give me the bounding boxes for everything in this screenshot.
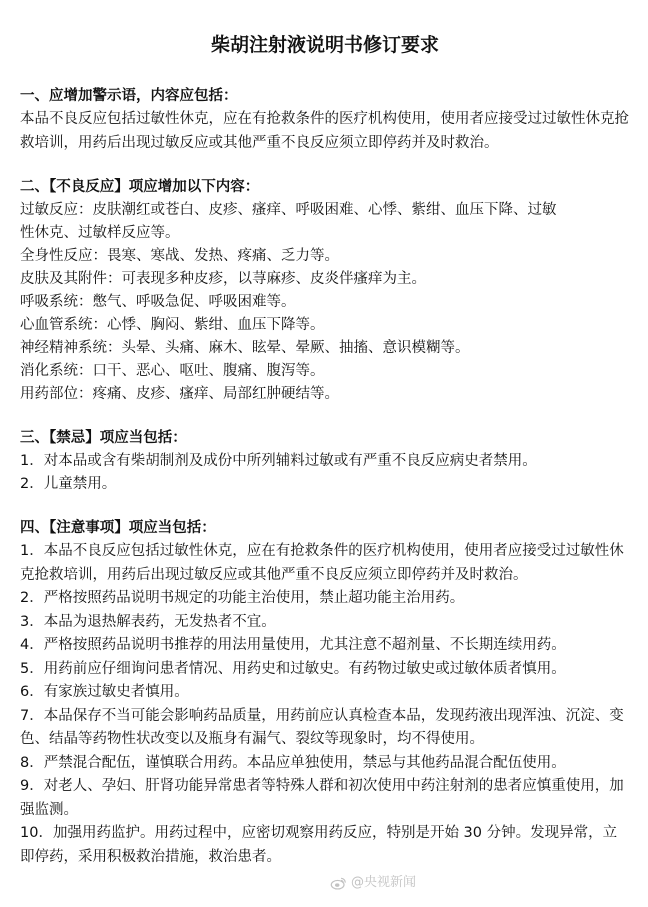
precaution-item: 7．本品保存不当可能会影响药品质量，用药前应认真检查本品，发现药液出现浑浊、沉淀、变色、结晶等药物性状改变以及瓶身有漏气、裂纹等现象时，均不得使用。 [20, 707, 624, 747]
precaution-item: 3．本品为退热解表药，无发热者不宜。 [20, 613, 276, 630]
adverse-reaction-line: 用药部位：疼痛、皮疹、瘙痒、局部红肿硬结等。 [20, 386, 339, 402]
section-precautions-heading: 四、【注意事项】项应当包括： [20, 520, 216, 536]
watermark-text: @央视新闻 [350, 875, 416, 890]
adverse-reaction-line: 呼吸系统：憋气、呼吸急促、呼吸困难等。 [20, 294, 296, 310]
section-adverse-reactions-heading: 二、【不良反应】项应增加以下内容： [20, 179, 260, 195]
precaution-item: 4．严格按照药品说明书推荐的用法用量使用，尤其注意不超剂量、不长期连续用药。 [20, 637, 566, 653]
adverse-reaction-line: 皮肤及其附件：可表现多种皮疹，以荨麻疹、皮炎伴瘙痒为主。 [20, 271, 426, 287]
watermark [330, 875, 416, 891]
section-contraindications [20, 427, 630, 496]
precaution-item: 8．严禁混合配伍，谨慎联合用药。本品应单独使用，禁忌与其他药品混合配伍使用。 [20, 754, 566, 771]
adverse-reaction-line: 全身性反应：畏寒、寒战、发热、疼痛、乏力等。 [20, 248, 339, 264]
adverse-reaction-line: 消化系统：口干、恶心、呕吐、腹痛、腹泻等。 [20, 363, 325, 379]
section-contraindications-heading: 三、【禁忌】项应当包括： [20, 430, 187, 446]
document-title: 柴胡注射液说明书修订要求 [210, 34, 439, 56]
adverse-reaction-line: 心血管系统：心悸、胸闷、紫绀、血压下降等。 [20, 317, 325, 333]
section-precautions [20, 517, 630, 869]
precaution-item: 2．严格按照药品说明书规定的功能主治使用，禁止超功能主治用药。 [20, 590, 465, 606]
section-adverse-reactions [20, 176, 630, 406]
weibo-icon [330, 876, 347, 890]
precaution-item: 9．对老人、孕妇、肝肾功能异常患者等特殊人群和初次使用中药注射剂的患者应慎重使用，加强监测。 [20, 778, 624, 818]
adverse-reaction-line: 神经精神系统：头晕、头痛、麻木、眩晕、晕厥、抽搐、意识模糊等。 [20, 340, 470, 356]
section-warning-body: 本品不良反应包括过敏性休克，应在有抢救条件的医疗机构使用，使用者应接受过过敏性休克抢救培训，用药后出现过敏反应或其他严重不良反应须立即停药并及时救治。 [20, 111, 629, 151]
adverse-reaction-line: 过敏反应：皮肤潮红或苍白、皮疹、瘙痒、呼吸困难、心悸、紫绀、血压下降、过敏 [20, 202, 557, 218]
adverse-reaction-line: 性休克、过敏样反应等。 [20, 225, 180, 241]
contraindication-item: 2．儿童禁用。 [20, 476, 117, 492]
precaution-item: 5．用药前应仔细询问患者情况、用药史和过敏史。有药物过敏史或过敏体质者慎用。 [20, 660, 566, 677]
section-warning-heading: 一、应增加警示语，内容应包括： [20, 88, 238, 104]
precaution-item: 1．本品不良反应包括过敏性休克，应在有抢救条件的医疗机构使用，使用者应接受过过敏性休克抢救培训，用药后出现过敏反应或其他严重不良反应须立即停药并及时救治。 [20, 543, 624, 583]
section-warning [20, 85, 630, 155]
precaution-item: 6．有家族过敏史者慎用。 [20, 684, 189, 700]
contraindication-item: 1．对本品或含有柴胡制剂及成份中所列辅料过敏或有严重不良反应病史者禁用。 [20, 453, 537, 469]
precaution-item: 10．加强用药监护。用药过程中，应密切观察用药反应，特别是开始 30 分钟。发现异常，立即停药，采用积极救治措施，救治患者。 [20, 825, 618, 865]
